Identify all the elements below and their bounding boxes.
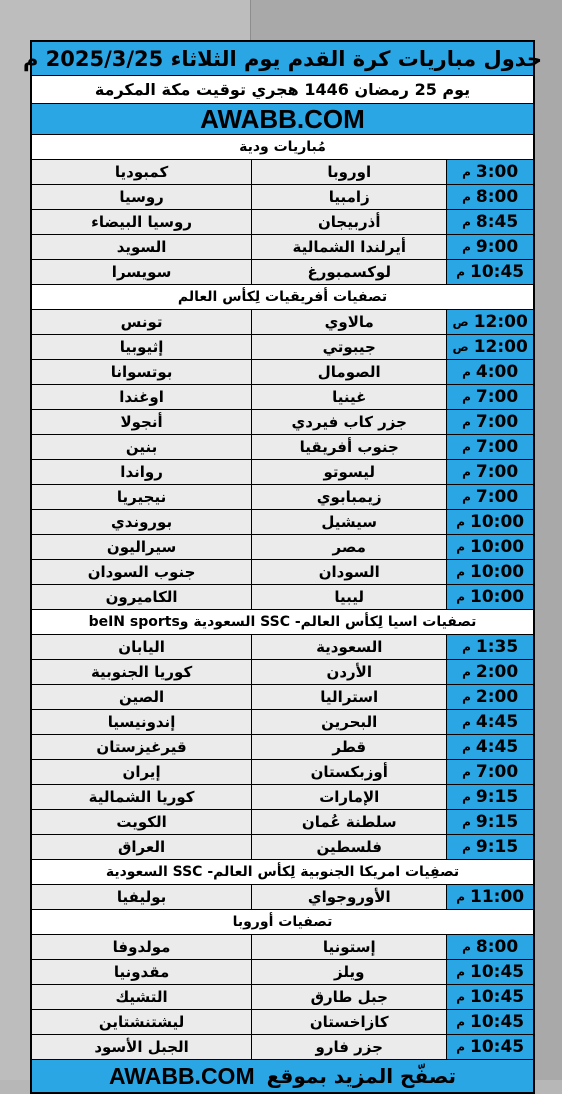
away-team: رواندا — [32, 460, 251, 484]
match-time-cell — [446, 960, 533, 984]
away-team: إيران — [32, 760, 251, 784]
match-time-cell — [446, 410, 533, 434]
match-period: م — [456, 515, 466, 529]
away-team: إثيوبيا — [32, 335, 251, 359]
home-team: لوكسمبورغ — [251, 260, 446, 284]
home-team: استراليا — [251, 685, 446, 709]
match-time-cell — [446, 460, 533, 484]
match-row — [32, 560, 533, 585]
match-period: م — [456, 540, 466, 554]
section-heading: تصفيات أوروبا — [32, 910, 533, 935]
home-team: ويلز — [251, 960, 446, 984]
match-time: 4:45 — [475, 712, 519, 732]
match-row — [32, 310, 533, 335]
home-team: فلسطين — [251, 835, 446, 859]
match-period: م — [456, 1040, 466, 1054]
match-time-cell — [446, 335, 533, 359]
home-team: جنوب أفريقيا — [251, 435, 446, 459]
match-row — [32, 535, 533, 560]
match-period: م — [462, 415, 471, 429]
home-team: سلطنة عُمان — [251, 810, 446, 834]
footer-banner — [32, 1060, 533, 1092]
match-time: 9:00 — [475, 237, 519, 257]
match-period: م — [456, 965, 466, 979]
away-team: السويد — [32, 235, 251, 259]
away-team: نيجيريا — [32, 485, 251, 509]
match-time-cell — [446, 785, 533, 809]
match-row — [32, 635, 533, 660]
away-team: اليابان — [32, 635, 251, 659]
home-team: السعودية — [251, 635, 446, 659]
away-team: العراق — [32, 835, 251, 859]
match-period: م — [462, 740, 471, 754]
schedule-title: جدول مباريات كرة القدم يوم الثلاثاء 2025/3/25 م — [32, 42, 533, 76]
match-time-cell — [446, 810, 533, 834]
away-team: ليشتنشتاين — [32, 1010, 251, 1034]
match-time: 12:00 — [473, 337, 528, 357]
away-team: مقدونيا — [32, 960, 251, 984]
match-time: 10:00 — [470, 512, 525, 532]
match-time: 7:00 — [475, 412, 519, 432]
match-period: م — [462, 190, 471, 204]
match-time-cell — [446, 435, 533, 459]
away-team: بوروندي — [32, 510, 251, 534]
match-time-cell — [446, 710, 533, 734]
match-time: 10:00 — [470, 537, 525, 557]
match-time: 8:00 — [475, 937, 519, 957]
match-schedule-sheet — [22, 40, 543, 1094]
home-team: البحرين — [251, 710, 446, 734]
match-time: 4:45 — [475, 737, 519, 757]
match-row — [32, 960, 533, 985]
away-team: سويسرا — [32, 260, 251, 284]
match-period: م — [462, 440, 471, 454]
home-team: ليسوتو — [251, 460, 446, 484]
match-time-cell — [446, 210, 533, 234]
section-heading: تصفيات اسيا لِكأس العالم- SSC السعودية وbeIN sports — [32, 610, 533, 635]
match-time: 7:00 — [475, 387, 519, 407]
match-period: م — [462, 365, 471, 379]
match-row — [32, 810, 533, 835]
match-time-cell — [446, 585, 533, 609]
match-time-cell — [446, 385, 533, 409]
match-time: 12:00 — [473, 312, 528, 332]
match-time: 9:15 — [475, 787, 519, 807]
home-team: قطر — [251, 735, 446, 759]
footer-text: تصفّح المزيد بموقع — [266, 1064, 457, 1088]
match-row — [32, 660, 533, 685]
match-time-cell — [446, 560, 533, 584]
match-time: 8:00 — [475, 187, 519, 207]
away-team: أنجولا — [32, 410, 251, 434]
away-team: جنوب السودان — [32, 560, 251, 584]
match-period: م — [462, 240, 471, 254]
match-period: م — [462, 790, 471, 804]
match-period: م — [456, 265, 466, 279]
match-period: م — [462, 715, 471, 729]
home-team: زيمبابوي — [251, 485, 446, 509]
match-row — [32, 985, 533, 1010]
match-time-cell — [446, 835, 533, 859]
match-time: 2:00 — [475, 662, 519, 682]
match-time-cell — [446, 660, 533, 684]
away-team: الصين — [32, 685, 251, 709]
match-time-cell — [446, 535, 533, 559]
match-period: م — [462, 465, 471, 479]
match-row — [32, 885, 533, 910]
match-time-cell — [446, 635, 533, 659]
match-time: 7:00 — [475, 462, 519, 482]
home-team: سيشيل — [251, 510, 446, 534]
home-team: غينيا — [251, 385, 446, 409]
away-team: بوتسوانا — [32, 360, 251, 384]
away-team: بوليفيا — [32, 885, 251, 909]
away-team: كوريا الشمالية — [32, 785, 251, 809]
match-row — [32, 160, 533, 185]
match-period: م — [462, 940, 471, 954]
match-time: 11:00 — [470, 887, 525, 907]
match-period: م — [456, 990, 466, 1004]
away-team: روسيا — [32, 185, 251, 209]
match-row — [32, 735, 533, 760]
match-time: 10:45 — [470, 1037, 525, 1057]
home-team: الإمارات — [251, 785, 446, 809]
match-row — [32, 785, 533, 810]
match-time: 8:45 — [475, 212, 519, 232]
match-row — [32, 360, 533, 385]
away-team: كمبوديا — [32, 160, 251, 184]
match-period: م — [462, 390, 471, 404]
match-time-cell — [446, 985, 533, 1009]
match-row — [32, 460, 533, 485]
away-team: بنين — [32, 435, 251, 459]
match-time: 10:00 — [470, 587, 525, 607]
match-period: م — [462, 690, 471, 704]
home-team: السودان — [251, 560, 446, 584]
home-team: زامبيا — [251, 185, 446, 209]
brand-banner: AWABB.COM — [32, 104, 533, 135]
match-time: 7:00 — [475, 487, 519, 507]
match-time-cell — [446, 1010, 533, 1034]
match-time-cell — [446, 260, 533, 284]
match-time: 10:00 — [470, 562, 525, 582]
match-period: ص — [452, 315, 469, 329]
match-row — [32, 335, 533, 360]
match-time: 10:45 — [470, 1012, 525, 1032]
match-row — [32, 1010, 533, 1035]
home-team: أذربيجان — [251, 210, 446, 234]
footer-site-link[interactable]: AWABB.COM — [108, 1062, 255, 1089]
match-row — [32, 710, 533, 735]
match-row — [32, 385, 533, 410]
schedule-date: يوم 25 رمضان 1446 هجري توقيت مكة المكرمة — [32, 76, 533, 104]
match-time: 10:45 — [470, 962, 525, 982]
match-time-cell — [446, 760, 533, 784]
home-team: الصومال — [251, 360, 446, 384]
match-period: ص — [452, 340, 469, 354]
section-heading: تصفِيات امريكا الجنوبية لِكأس العالم- SSC السعودية — [32, 860, 533, 885]
home-team: اوروبا — [251, 160, 446, 184]
match-time-cell — [446, 735, 533, 759]
match-period: م — [462, 765, 471, 779]
away-team: الجبل الأسود — [32, 1035, 251, 1059]
home-team: الأردن — [251, 660, 446, 684]
away-team: الكويت — [32, 810, 251, 834]
home-team: أيرلندا الشمالية — [251, 235, 446, 259]
away-team: اوغندا — [32, 385, 251, 409]
match-row — [32, 235, 533, 260]
match-time-cell — [446, 160, 533, 184]
match-period: م — [456, 890, 466, 904]
match-time: 3:00 — [475, 162, 519, 182]
match-time-cell — [446, 485, 533, 509]
match-time-cell — [446, 235, 533, 259]
match-row — [32, 435, 533, 460]
away-team: الكاميرون — [32, 585, 251, 609]
away-team: قيرغيزستان — [32, 735, 251, 759]
home-team: كازاخستان — [251, 1010, 446, 1034]
section-heading: تصفيات أفريقيات لِكأس العالم — [32, 285, 533, 310]
match-time: 1:35 — [475, 637, 519, 657]
match-time: 9:15 — [475, 812, 519, 832]
match-period: م — [456, 590, 466, 604]
match-row — [32, 935, 533, 960]
match-time-cell — [446, 935, 533, 959]
match-period: م — [462, 665, 471, 679]
match-period: م — [462, 165, 471, 179]
home-team: مصر — [251, 535, 446, 559]
match-time: 10:45 — [470, 987, 525, 1007]
match-row — [32, 185, 533, 210]
match-period: م — [462, 490, 471, 504]
match-period: م — [462, 815, 471, 829]
home-team: إستونيا — [251, 935, 446, 959]
match-row — [32, 410, 533, 435]
match-time-cell — [446, 885, 533, 909]
match-row — [32, 835, 533, 860]
match-time-cell — [446, 510, 533, 534]
match-time: 7:00 — [475, 437, 519, 457]
match-time: 4:00 — [475, 362, 519, 382]
match-time-cell — [446, 310, 533, 334]
match-period: م — [462, 640, 471, 654]
match-row — [32, 210, 533, 235]
match-time-cell — [446, 1035, 533, 1059]
home-team: مالاوي — [251, 310, 446, 334]
home-team: جزر كاب فيردي — [251, 410, 446, 434]
match-time: 2:00 — [475, 687, 519, 707]
match-row — [32, 485, 533, 510]
match-time-cell — [446, 185, 533, 209]
home-team: أوزبكستان — [251, 760, 446, 784]
match-row — [32, 760, 533, 785]
home-team: جبل طارق — [251, 985, 446, 1009]
away-team: سيراليون — [32, 535, 251, 559]
match-time: 7:00 — [475, 762, 519, 782]
match-period: م — [456, 565, 466, 579]
home-team: ليبيا — [251, 585, 446, 609]
sections-container — [32, 135, 533, 1060]
match-time-cell — [446, 685, 533, 709]
match-time: 9:15 — [475, 837, 519, 857]
away-team: التشيك — [32, 985, 251, 1009]
match-period: م — [456, 1015, 466, 1029]
match-row — [32, 585, 533, 610]
home-team: الأوروجواي — [251, 885, 446, 909]
match-time-cell — [446, 360, 533, 384]
away-team: تونس — [32, 310, 251, 334]
match-row — [32, 510, 533, 535]
match-row — [32, 1035, 533, 1060]
home-team: جزر فارو — [251, 1035, 446, 1059]
home-team: جيبوتي — [251, 335, 446, 359]
away-team: روسيا البيضاء — [32, 210, 251, 234]
away-team: كوريا الجنوبية — [32, 660, 251, 684]
away-team: مولدوفا — [32, 935, 251, 959]
match-row — [32, 685, 533, 710]
match-period: م — [462, 215, 471, 229]
match-row — [32, 260, 533, 285]
match-period: م — [462, 840, 471, 854]
match-time: 10:45 — [470, 262, 525, 282]
section-heading: مُباريات ودية — [32, 135, 533, 160]
away-team: إندونيسيا — [32, 710, 251, 734]
